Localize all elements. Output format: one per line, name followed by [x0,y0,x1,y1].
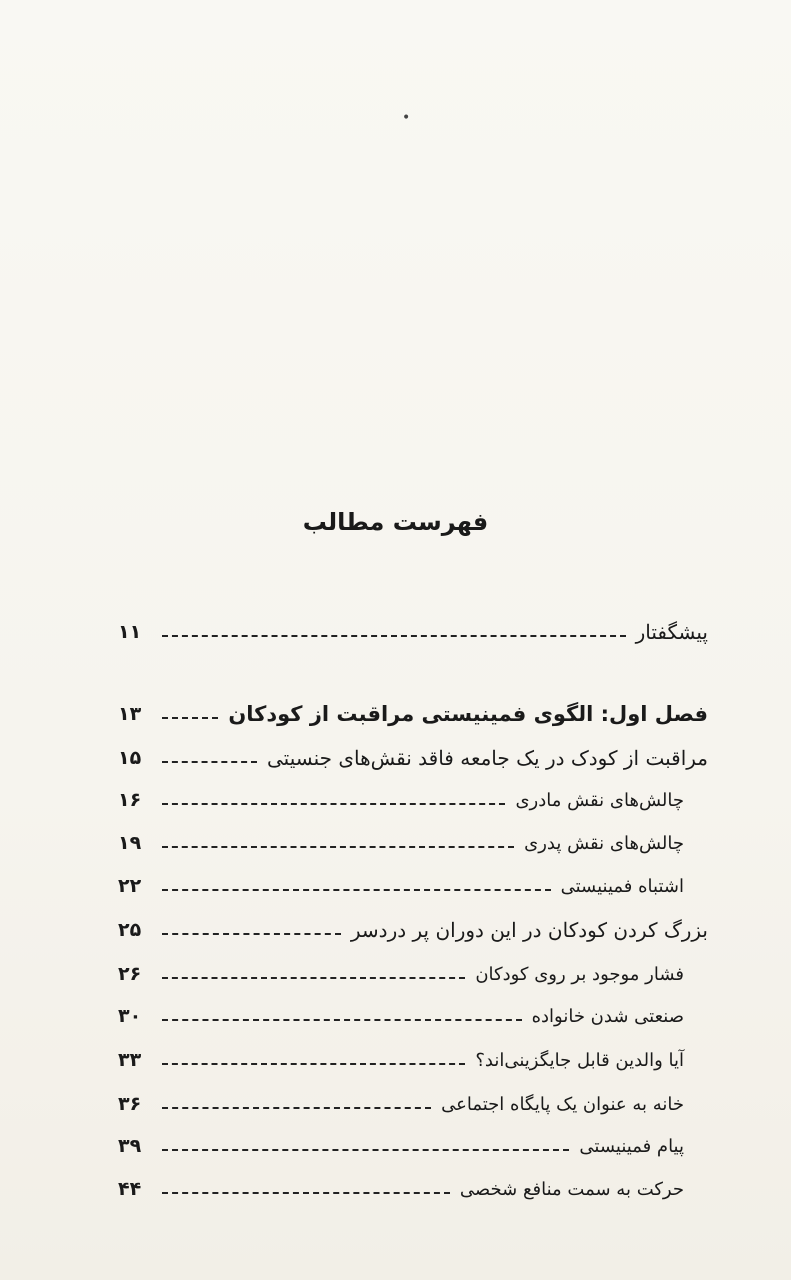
toc-entry[interactable] [118,866,708,906]
dot-leader [162,1063,465,1065]
page-title: فهرست مطالب [302,508,489,536]
toc-entry-label: پیام فمینیستی [579,1135,684,1157]
toc-entry-label: آیا والدین قابل جایگزینی‌اند؟ [475,1049,684,1071]
toc-entry-label: چالش‌های نقش مادری [515,789,684,811]
dot-leader [162,761,257,763]
toc-entry-label: فصل اول: الگوی فمینیستی مراقبت از کودکان [228,702,708,726]
ink-speck: • [402,110,411,126]
dot-leader [162,635,626,637]
toc-page-number: ۲۵ [118,919,142,941]
toc-entry[interactable] [118,1040,708,1080]
dot-leader [162,717,218,719]
dot-leader [162,1192,450,1194]
dot-leader [162,1019,522,1021]
toc-page-number: ۳۳ [118,1049,142,1071]
toc-entry[interactable] [118,1084,708,1124]
toc-entry[interactable] [118,738,708,778]
toc-page-number: ۲۲ [118,875,142,897]
dot-leader [162,977,465,979]
dot-leader [162,933,341,935]
toc-page-number: ۱۹ [118,832,142,854]
toc-entry-chapter-1[interactable] [118,694,708,734]
dot-leader [162,846,514,848]
toc-entry-label: بزرگ کردن کودکان در این دوران پر دردسر [350,918,708,942]
dot-leader [162,1107,431,1109]
toc-entry-preface[interactable] [118,612,708,652]
dot-leader [162,889,551,891]
toc-entry[interactable] [118,780,708,820]
toc-entry-label: صنعتی شدن خانواده [531,1005,684,1027]
toc-entry[interactable] [118,1126,708,1166]
toc-page-number: ۲۶ [118,963,142,985]
toc-entry-label: پیشگفتار [635,620,708,644]
dot-leader [162,803,505,805]
toc-entry-label: چالش‌های نقش پدری [524,832,684,854]
toc-entry[interactable] [118,823,708,863]
toc-entry-label: مراقبت از کودک در یک جامعه فاقد نقش‌های جنسیتی [266,746,708,770]
toc-page-number: ۱۶ [118,789,142,811]
toc-entry-label: خانه به عنوان یک پایگاه اجتماعی [441,1093,684,1115]
toc-entry[interactable] [118,910,708,950]
toc-page-number: ۳۹ [118,1135,142,1157]
toc-page-number: ۳۶ [118,1093,142,1115]
toc-entry[interactable] [118,954,708,994]
toc-entry-label: حرکت به سمت منافع شخصی [459,1178,684,1200]
dot-leader [162,1149,569,1151]
toc-page-number: ۱۵ [118,747,142,769]
toc-entry[interactable] [118,996,708,1036]
toc-page-number: ۳۰ [118,1005,142,1027]
toc-entry-label: فشار موجود بر روی کودکان [475,963,684,985]
toc-page-number: ۱۳ [118,703,142,725]
toc-entry[interactable] [118,1169,708,1209]
toc-page-number: ۴۴ [118,1178,142,1200]
toc-page-number: ۱۱ [118,621,142,643]
toc-entry-label: اشتباه فمینیستی [560,875,684,897]
